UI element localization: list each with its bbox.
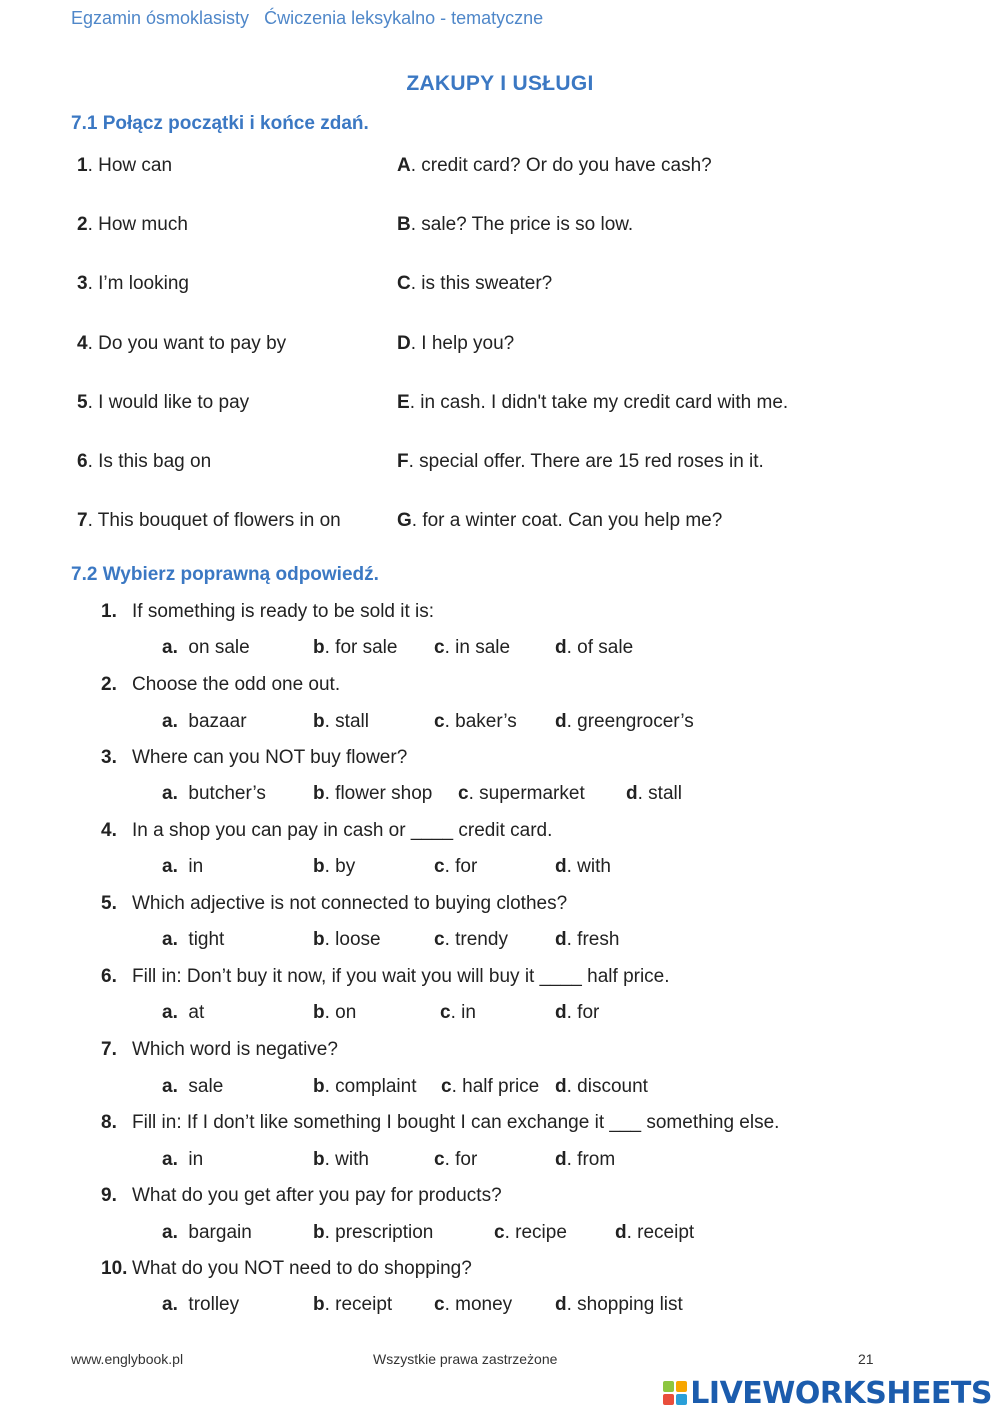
liveworksheets-logo-icon [663, 1381, 687, 1405]
option-c: c. in sale [434, 637, 511, 658]
question-text: In a shop you can pay in cash or ____ credit card. [132, 820, 553, 841]
match-right-item: G. for a winter coat. Can you help me? [397, 510, 723, 531]
option-d: d. of sale [555, 637, 634, 658]
footer-page-number: 21 [858, 1351, 874, 1367]
match-left-item: 6. Is this bag on [77, 451, 212, 472]
question-text: Which word is negative? [132, 1039, 338, 1060]
option-b: b. flower shop [313, 783, 433, 804]
question-number: 8. [101, 1112, 117, 1133]
question-text: If something is ready to be sold it is: [132, 601, 435, 622]
option-c: c. for [434, 856, 478, 877]
option-c: c. half price [441, 1076, 540, 1097]
option-a: a. bazaar [162, 711, 247, 732]
match-right-item: D. I help you? [397, 333, 515, 354]
document-header [71, 8, 543, 29]
liveworksheets-logo [663, 1376, 992, 1410]
footer-website: www.englybook.pl [71, 1351, 184, 1367]
option-b: b. for sale [313, 637, 398, 658]
match-right-item: A. credit card? Or do you have cash? [397, 155, 712, 176]
question-number: 5. [101, 893, 117, 914]
question-text: Fill in: If I don’t like something I bought I can exchange it ___ something else. [132, 1112, 780, 1133]
question-number: 3. [101, 747, 117, 768]
option-c: c. money [434, 1294, 513, 1315]
option-b: b. with [313, 1149, 369, 1170]
option-d: d. fresh [555, 929, 620, 950]
option-b: b. stall [313, 711, 369, 732]
option-d: d. from [555, 1149, 616, 1170]
match-left-item: 2. How much [77, 214, 188, 235]
option-c: c. in [440, 1002, 476, 1023]
option-b: b. on [313, 1002, 357, 1023]
option-c: c. for [434, 1149, 478, 1170]
logo-square [663, 1381, 674, 1392]
option-a: a. butcher’s [162, 783, 266, 804]
option-a: a. sale [162, 1076, 224, 1097]
option-a: a. in [162, 856, 204, 877]
question-text: Which adjective is not connected to buying clothes? [132, 893, 568, 914]
option-d: d. discount [555, 1076, 648, 1097]
option-b: b. complaint [313, 1076, 417, 1097]
match-right-item: B. sale? The price is so low. [397, 214, 634, 235]
section-7-2-title: 7.2 Wybierz poprawną odpowiedź. [71, 564, 379, 585]
match-left-item: 5. I would like to pay [77, 392, 250, 413]
question-number: 9. [101, 1185, 117, 1206]
option-d: d. greengrocer’s [555, 711, 694, 732]
question-number: 4. [101, 820, 117, 841]
option-c: c. recipe [494, 1222, 567, 1243]
match-right-item: E. in cash. I didn't take my credit card with me. [397, 392, 789, 413]
option-c: c. trendy [434, 929, 508, 950]
match-left-item: 3. I’m looking [77, 273, 189, 294]
logo-text: LIVEWORKSHEETS [690, 1375, 992, 1411]
match-left-item: 1. How can [77, 155, 173, 176]
question-number: 10. [101, 1258, 128, 1279]
logo-square [663, 1394, 674, 1405]
question-number: 7. [101, 1039, 117, 1060]
option-a: a. on sale [162, 637, 250, 658]
match-right-item: C. is this sweater? [397, 273, 553, 294]
option-a: a. at [162, 1002, 205, 1023]
option-a: a. trolley [162, 1294, 240, 1315]
option-a: a. in [162, 1149, 204, 1170]
header-section-label: Ćwiczenia leksykalno - tematyczne [264, 8, 544, 28]
question-text: Choose the odd one out. [132, 674, 341, 695]
footer-rights: Wszystkie prawa zastrzeżone [373, 1351, 558, 1367]
question-number: 6. [101, 966, 117, 987]
option-b: b. by [313, 856, 356, 877]
option-c: c. baker’s [434, 711, 517, 732]
option-d: d. stall [626, 783, 682, 804]
option-d: d. with [555, 856, 611, 877]
match-left-item: 7. This bouquet of flowers in on [77, 510, 341, 531]
option-a: a. bargain [162, 1222, 252, 1243]
option-d: d. receipt [615, 1222, 695, 1243]
match-right-item: F. special offer. There are 15 red roses in it. [397, 451, 764, 472]
option-d: d. shopping list [555, 1294, 683, 1315]
header-exam-label: Egzamin ósmoklasisty [71, 8, 250, 28]
question-text: What do you NOT need to do shopping? [132, 1258, 472, 1279]
option-b: b. receipt [313, 1294, 393, 1315]
question-number: 2. [101, 674, 117, 695]
option-a: a. tight [162, 929, 225, 950]
match-left-item: 4. Do you want to pay by [77, 333, 287, 354]
question-text: Fill in: Don’t buy it now, if you wait you will buy it ____ half price. [132, 966, 670, 987]
option-d: d. for [555, 1002, 600, 1023]
page-title: ZAKUPY I USŁUGI [406, 72, 594, 95]
option-c: c. supermarket [458, 783, 585, 804]
option-b: b. prescription [313, 1222, 434, 1243]
section-7-1-title: 7.1 Połącz początki i końce zdań. [71, 113, 369, 134]
option-b: b. loose [313, 929, 381, 950]
question-number: 1. [101, 601, 117, 622]
logo-square [676, 1394, 687, 1405]
logo-square [676, 1381, 687, 1392]
question-text: What do you get after you pay for products? [132, 1185, 502, 1206]
question-text: Where can you NOT buy flower? [132, 747, 408, 768]
